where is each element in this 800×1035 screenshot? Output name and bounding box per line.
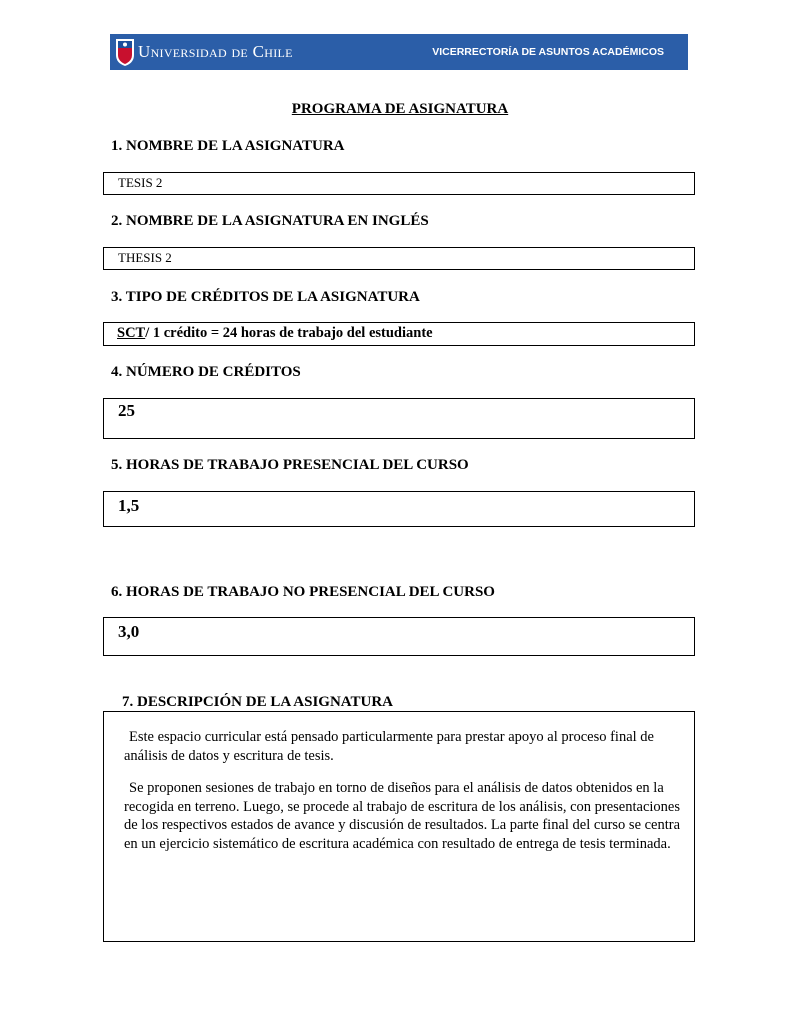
document-title: PROGRAMA DE ASIGNATURA xyxy=(291,101,509,117)
sct-label: SCT xyxy=(117,325,146,341)
heading-descripcion: 7. DESCRIPCIÓN DE LA ASIGNATURA xyxy=(122,694,394,710)
nombre-value: TESIS 2 xyxy=(118,175,163,190)
horas-presencial-box xyxy=(103,491,695,527)
university-name: Universidad de Chile xyxy=(138,42,293,61)
heading-horas-presencial: 5. HORAS DE TRABAJO PRESENCIAL DEL CURSO xyxy=(111,457,469,473)
descripcion-paragraph-1: Este espacio curricular está pensado particularmente para prestar apoyo al proceso final de análisis de datos y escritura de tesis. xyxy=(124,729,654,764)
numero-creditos-value: 25 xyxy=(118,401,135,420)
heading-nombre-ingles: 2. NOMBRE DE LA ASIGNATURA EN INGLÉS xyxy=(111,213,429,229)
heading-tipo-creditos: 3. TIPO DE CRÉDITOS DE LA ASIGNATURA xyxy=(111,289,420,305)
heading-nombre: 1. NOMBRE DE LA ASIGNATURA xyxy=(111,138,345,154)
header-banner xyxy=(110,34,688,70)
heading-numero-creditos: 4. NÚMERO DE CRÉDITOS xyxy=(111,364,301,380)
horas-no-presencial-value: 3,0 xyxy=(118,622,140,641)
descripcion-box xyxy=(103,711,695,942)
university-shield-icon xyxy=(114,37,136,67)
nombre-ingles-value: THESIS 2 xyxy=(118,250,172,265)
horas-presencial-value: 1,5 xyxy=(118,496,140,515)
tipo-creditos-box xyxy=(103,322,695,346)
tipo-creditos-value: / 1 crédito = 24 horas de trabajo del estudiante xyxy=(145,325,433,341)
vicerrectoria-name: VICERRECTORÍA DE ASUNTOS ACADÉMICOS xyxy=(432,46,664,58)
nombre-ingles-box xyxy=(103,247,695,270)
heading-horas-no-presencial: 6. HORAS DE TRABAJO NO PRESENCIAL DEL CURSO xyxy=(111,584,495,600)
descripcion-paragraph-2: Se proponen sesiones de trabajo en torno de diseños para el análisis de datos obtenidos en la recogida en terreno. Luego, se procede al trabajo de escritura de los análisis, con presentaciones de los respectivos estados de avance y discusión de resultados. La parte final del curso se centra en un ejercicio sistemático de escritura académica con resultado de entrega de tesis terminada. xyxy=(124,780,681,852)
numero-creditos-box xyxy=(103,398,695,439)
horas-no-presencial-box xyxy=(103,617,695,656)
nombre-box xyxy=(103,172,695,195)
